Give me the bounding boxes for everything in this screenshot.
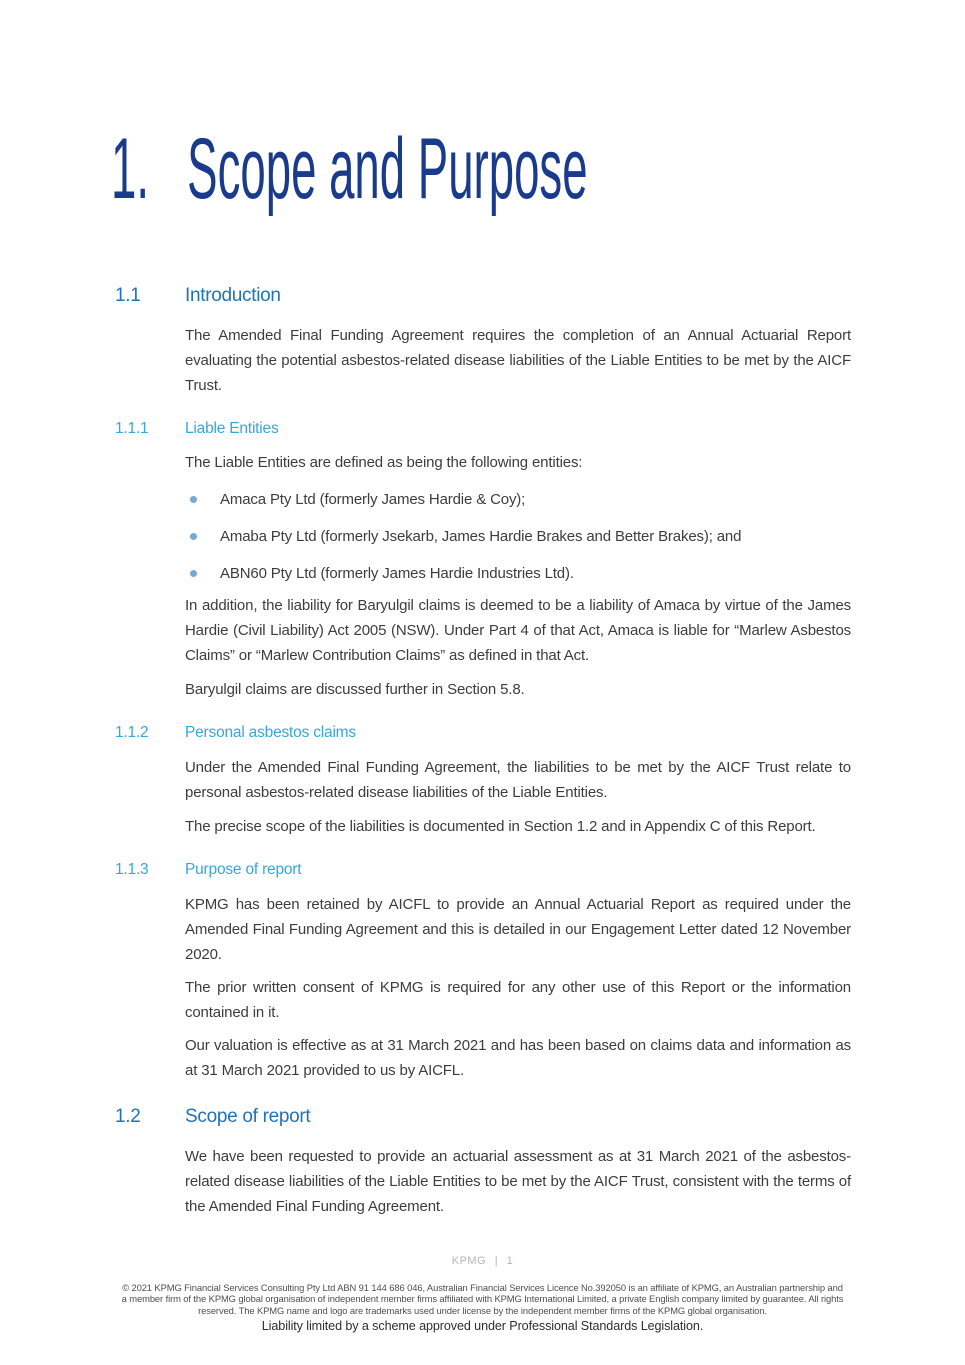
page-footer bbox=[0, 1254, 965, 1365]
section-title: Scope of report bbox=[185, 1106, 311, 1127]
chapter-heading-text bbox=[111, 121, 588, 217]
bullet-text: ABN60 Pty Ltd (formerly James Hardie Industries Ltd). bbox=[220, 565, 574, 582]
body-paragraph: The Liable Entities are defined as being the following entities: bbox=[185, 454, 583, 471]
bullet-dot-icon bbox=[190, 533, 197, 540]
page-number: 1 bbox=[506, 1254, 514, 1267]
bullet-text: Amaca Pty Ltd (formerly James Hardie & Coy); bbox=[220, 491, 526, 508]
bullet-text: Amaba Pty Ltd (formerly Jsekarb, James Hardie Brakes and Better Brakes); and bbox=[220, 528, 742, 545]
chapter-number: 1. bbox=[111, 121, 150, 217]
body-paragraph: In addition, the liability for Baryulgil claims is deemed to be a liability of Amaca by virtue of the James Hardie (Civil Liability) Act 2005 (NSW). Under Part 4 of that Act, Amaca is liable for “Marlew Asbestos Claims” or “Marlew Contribution Claims” as defined in that Act. bbox=[185, 597, 851, 664]
bullet-dot-icon bbox=[190, 496, 197, 503]
bullet-item bbox=[185, 561, 851, 586]
bullet-item bbox=[185, 524, 851, 549]
body-paragraph: The precise scope of the liabilities is documented in Section 1.2 and in Appendix C of this Report. bbox=[185, 818, 816, 835]
subsection-number: 1.1.1 bbox=[115, 420, 149, 437]
subsection-heading-liable-entities bbox=[115, 419, 851, 439]
body-paragraph: The prior written consent of KPMG is required for any other use of this Report or the information contained in it. bbox=[185, 979, 851, 1021]
subsection-heading-purpose-of-report bbox=[115, 860, 851, 880]
footer-separator: | bbox=[494, 1254, 499, 1267]
chapter-heading bbox=[111, 121, 851, 217]
subsection-title: Personal asbestos claims bbox=[185, 724, 356, 741]
bullet-dot-icon bbox=[190, 570, 197, 577]
body-paragraph: Baryulgil claims are discussed further in Section 5.8. bbox=[185, 681, 525, 698]
section-title: Introduction bbox=[185, 285, 281, 306]
body-paragraph: KPMG has been retained by AICFL to provide an Annual Actuarial Report as required under the Amended Final Funding Agreement and this is detailed in our Engagement Letter dated 12 November 2020. bbox=[185, 896, 851, 963]
section-number: 1.1 bbox=[115, 285, 141, 306]
subsection-number: 1.1.3 bbox=[115, 861, 149, 878]
body-paragraph: The Amended Final Funding Agreement requires the completion of an Annual Actuarial Report evaluating the potential asbestos-related disease liabilities of the Liable Entities to be met by the AICF Trust. bbox=[185, 327, 851, 394]
page-number-line bbox=[0, 1254, 965, 1268]
liability-note: Liability limited by a scheme approved under Professional Standards Legislation. bbox=[261, 1319, 704, 1333]
copyright-fine-print: © 2021 KPMG Financial Services Consulting Pty Ltd ABN 91 144 686 046, Australian Financial Services Licence No.392050 is an affiliate of KPMG, an Australian partnership and a member firm of the KPMG global organisation of independent member firms affiliated with KPMG International Limited, a private English company limited by guarantee. All rights reserved. The KPMG name and logo are trademarks used under license by the independent member firms of the KPMG global organisation. bbox=[121, 1281, 844, 1316]
body-paragraph: Our valuation is effective as at 31 March 2021 and has been based on claims data and information as at 31 March 2021 provided to us by AICFL. bbox=[185, 1037, 851, 1079]
subsection-title: Liable Entities bbox=[185, 420, 279, 437]
subsection-title: Purpose of report bbox=[185, 861, 302, 878]
chapter-title: Scope and Purpose bbox=[187, 121, 588, 217]
subsection-heading-personal-asbestos-claims bbox=[115, 723, 851, 743]
section-number: 1.2 bbox=[115, 1106, 141, 1127]
entity-bullet-list bbox=[185, 487, 851, 586]
section-heading-introduction bbox=[115, 284, 851, 307]
section-heading-scope-of-report bbox=[115, 1105, 851, 1128]
body-paragraph: Under the Amended Final Funding Agreement, the liabilities to be met by the AICF Trust relate to personal asbestos-related disease liabilities of the Liable Entities. bbox=[185, 759, 851, 801]
footer-brand: KPMG bbox=[451, 1254, 487, 1267]
body-paragraph: We have been requested to provide an actuarial assessment as at 31 March 2021 of the asbestos-related disease liabilities of the Liable Entities to be met by the AICF Trust, consistent with the terms of the Amended Final Funding Agreement. bbox=[185, 1148, 851, 1215]
bullet-item bbox=[185, 487, 851, 512]
subsection-number: 1.1.2 bbox=[115, 724, 149, 741]
